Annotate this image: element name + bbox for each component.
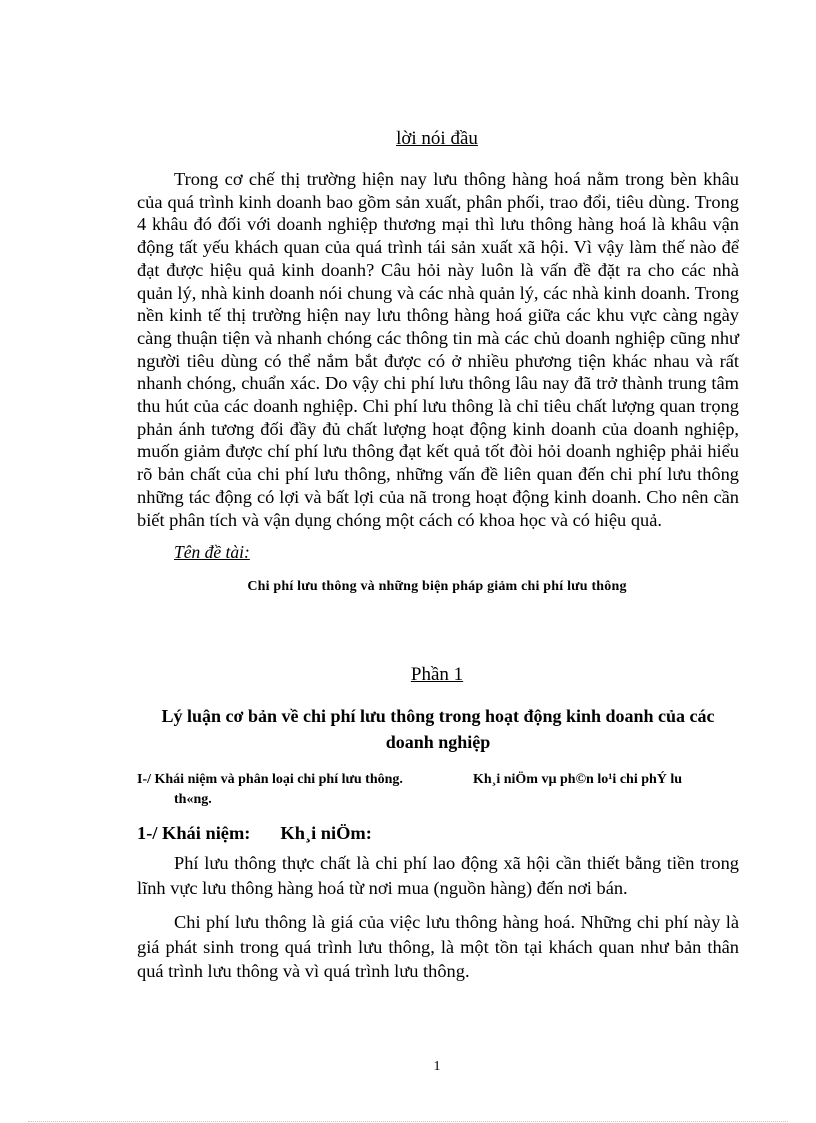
part-title: Lý luận cơ bản về chi phí lưu thông trong hoạt động kinh doanh của các doanh nghiệp [161, 706, 715, 752]
section-heading-legacy-text: Kh¸i niÖm vµ ph©n lo¹i chi phÝ lu [473, 772, 683, 787]
subsection-heading-1 [137, 823, 372, 844]
subsection-heading-legacy-text: Kh¸i niÖm: [280, 823, 372, 843]
part-heading: Phần 1 [410, 664, 464, 685]
section-heading-line-1 [137, 770, 739, 790]
topic-label: Tên đề tài: [174, 542, 250, 562]
section-heading-text: I-/ Khái niệm và phân loại chi phí lưu thông. [137, 772, 403, 787]
section-heading-legacy-continuation: th«ng. [174, 792, 212, 807]
page-bottom-divider [28, 1121, 788, 1122]
page-number: 1 [433, 1059, 441, 1074]
body-paragraph-1: Phí lưu thông thực chất là chi phí lao động xã hội cần thiết bằng tiền trong lĩnh vực lưu thông hàng hoá từ nơi mua (nguồn hàng) đến nơi bán. [137, 853, 739, 898]
intro-paragraph: Trong cơ chế thị trường hiện nay lưu thông hàng hoá nằm trong bèn khâu của quá trình kinh doanh bao gồm sản xuất, phân phối, trao đổi, tiêu dùng. Trong 4 khâu đó đối với doanh nghiệp thương mại thì lưu thông hàng hoá là khâu vận động tất yếu khách quan của quá trình tái sản xuất xã hội. Vì vậy làm thế nào để đạt được hiệu quả kinh doanh? Câu hỏi này luôn là vấn đề đặt ra cho các nhà quản lý, nhà kinh doanh nói chung và các nhà quản lý, các nhà kinh doanh. Trong nền kinh tế thị trường hiện nay lưu thông hàng hoá giữa các khu vực càng ngày càng thuận tiện và nhanh chóng các thông tin mà các chủ doanh nghiệp cũng như người tiêu dùng có thể nắm bắt được có ở nhiều phương tiện khác nhau và rất nhanh chóng, chuẩn xác. Do vậy chi phí lưu thông lâu nay đã trở thành trung tâm thu hút của các doanh nghiệp. Chi phí lưu thông là chỉ tiêu chất lượng quan trọng phản ánh tương đối đầy đủ chất lượng hoạt động kinh doanh của doanh nghiệp, muốn giảm được chí phí lưu thông đạt kết quả tốt đòi hỏi doanh nghiệp phải hiểu rõ bản chất của chi phí lưu thông, những vấn đề liên quan đến chi phí lưu thông những tác động có lợi và bất lợi của nã trong hoạt động kinh doanh. Cho nên cần biết phân tích và vận dụng chóng một cách có khoa học và có hiệu quả. [137, 169, 739, 530]
subsection-heading-text: 1-/ Khái niệm: [137, 823, 251, 843]
body-paragraph-2: Chi phí lưu thông là giá của việc lưu thông hàng hoá. Những chi phí này là giá phát sinh trong quá trình lưu thông, là một tồn tại khách quan như bản thân quá trình lưu thông và vì quá trình lưu thông. [137, 912, 739, 981]
document-title: lời nói đầu [396, 128, 478, 149]
topic-title: Chi phí lưu thông và những biện pháp giảm chi phí lưu thông [247, 579, 627, 594]
section-heading-i [137, 770, 739, 810]
